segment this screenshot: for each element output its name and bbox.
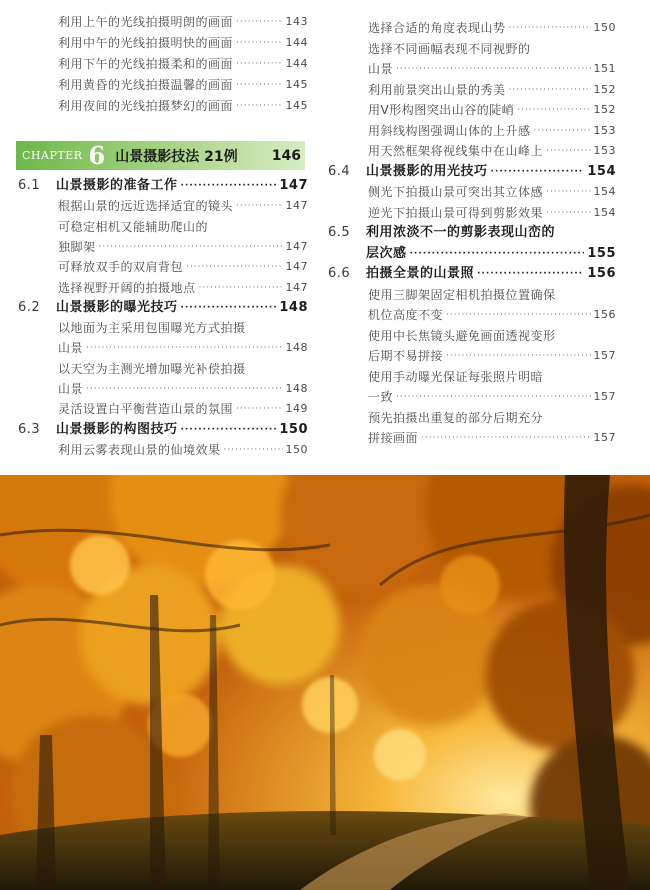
toc-section-entry[interactable] — [328, 244, 616, 264]
entry-title: 以地面为主采用包围曝光方式拍摄 — [58, 321, 246, 336]
page-number: 154 — [593, 205, 616, 219]
entry-title: 灵活设置白平衡营造山景的氛围 — [58, 402, 234, 417]
leader-dots — [236, 196, 282, 216]
leader-dots — [236, 75, 282, 95]
page-number: 157 — [593, 431, 616, 444]
toc-item-entry[interactable] — [328, 141, 616, 161]
entry-title: 山景摄影的准备工作 — [56, 178, 178, 193]
toc-item-entry[interactable] — [328, 80, 616, 100]
leader-dots — [477, 264, 584, 284]
entry-title: 根据山景的远近选择适宜的镜头 — [58, 199, 234, 214]
entry-title: 利用上午的光线拍摄明朗的画面 — [58, 15, 234, 29]
leader-dots — [534, 121, 591, 141]
entry-title: 机位高度不变 — [368, 308, 444, 322]
leader-dots — [546, 141, 590, 161]
entry-title: 用天然框架将视线集中在山峰上 — [368, 144, 544, 158]
page-number: 152 — [593, 103, 616, 116]
page-number: 154 — [593, 185, 616, 198]
entry-title: 使用中长焦镜头避免画面透视变形 — [368, 328, 556, 343]
entry-title: 利用下午的光线拍摄柔和的画面 — [58, 57, 234, 71]
section-number: 6.5 — [328, 225, 351, 240]
entry-title: 山景 — [58, 382, 84, 396]
toc-section-entry[interactable] — [18, 176, 308, 196]
toc-item-entry[interactable] — [18, 379, 308, 399]
toc-item-entry[interactable] — [18, 237, 308, 257]
section-number: 6.1 — [18, 178, 41, 193]
entry-title: 后期不易拼接 — [368, 349, 444, 363]
page-number: 150 — [279, 421, 308, 437]
toc-item-entry[interactable] — [18, 257, 308, 277]
page-number: 147 — [279, 178, 308, 193]
leader-dots — [396, 59, 590, 79]
leader-dots — [86, 338, 282, 358]
toc-item-entry[interactable] — [18, 440, 308, 460]
leader-dots — [509, 80, 591, 100]
toc-item-entry[interactable] — [18, 33, 308, 53]
leader-dots — [410, 244, 585, 264]
toc-item-entry[interactable] — [18, 278, 308, 298]
toc-section-entry[interactable] — [18, 298, 308, 318]
toc-item-entry[interactable] — [328, 285, 616, 305]
toc-section-entry[interactable] — [328, 162, 616, 182]
chapter-label: CHAPTER — [22, 149, 83, 162]
leader-dots — [396, 387, 590, 407]
entry-title: 拼接画面 — [368, 431, 419, 445]
page-number: 144 — [285, 57, 308, 70]
toc-item-entry[interactable] — [328, 346, 616, 366]
page-number: 148 — [279, 299, 308, 315]
toc-item-entry[interactable] — [18, 338, 308, 358]
toc-item-entry[interactable] — [18, 96, 308, 116]
entry-title: 独脚架 — [58, 239, 96, 254]
toc-item-entry[interactable] — [18, 54, 308, 74]
toc-item-entry[interactable] — [328, 305, 616, 325]
page-number: 157 — [593, 349, 616, 362]
leader-dots — [546, 182, 590, 202]
leader-dots — [236, 12, 282, 32]
toc-item-entry[interactable] — [18, 217, 308, 237]
entry-title: 用V形构图突出山谷的陡峭 — [368, 103, 515, 117]
entry-title: 逆光下拍摄山景可得到剪影效果 — [368, 205, 544, 220]
toc-item-entry[interactable] — [18, 12, 308, 32]
page-number: 155 — [587, 245, 616, 261]
page-number: 147 — [285, 280, 308, 294]
entry-title: 利用中午的光线拍摄明快的画面 — [58, 36, 234, 50]
toc-item-entry[interactable] — [328, 326, 616, 346]
page-number: 143 — [285, 15, 308, 28]
toc-item-entry[interactable] — [328, 203, 616, 223]
page-number: 147 — [285, 260, 308, 274]
entry-title: 可稳定相机又能辅助爬山的 — [58, 219, 209, 234]
leader-dots — [236, 399, 282, 419]
toc-item-entry[interactable] — [328, 428, 616, 448]
entry-title: 利用前景突出山景的秀美 — [368, 82, 506, 97]
chapter-title: 山景摄影技法 21例 — [115, 148, 238, 165]
page-number: 147 — [285, 199, 308, 213]
entry-title: 选择不同画幅表现不同视野的 — [368, 41, 531, 56]
entry-title: 山景 — [58, 341, 84, 356]
page-number: 148 — [285, 382, 308, 395]
section-number: 6.4 — [328, 163, 351, 179]
entry-title: 山景摄影的用光技巧 — [366, 163, 488, 179]
toc-item-entry[interactable] — [328, 59, 616, 79]
leader-dots — [546, 203, 590, 223]
leader-dots — [236, 54, 282, 74]
forest-illustration — [0, 475, 650, 890]
toc-item-entry[interactable] — [328, 367, 616, 387]
leader-dots — [421, 428, 590, 448]
entry-title: 利用云雾表现山景的仙境效果 — [58, 442, 221, 457]
leader-dots — [236, 96, 282, 116]
leader-dots — [181, 176, 277, 196]
entry-title: 利用夜间的光线拍摄梦幻的画面 — [58, 99, 234, 113]
section-number: 6.6 — [328, 266, 351, 281]
page-number: 150 — [285, 442, 308, 456]
leader-dots — [224, 440, 283, 460]
entry-title: 可释放双手的双肩背包 — [58, 260, 184, 275]
leader-dots — [181, 420, 277, 440]
page-number: 147 — [285, 239, 308, 253]
section-number: 6.3 — [18, 421, 41, 437]
leader-dots — [509, 18, 591, 38]
entry-title: 层次感 — [366, 245, 407, 261]
page-number: 144 — [285, 36, 308, 49]
page-number: 153 — [593, 144, 616, 157]
toc-section-entry[interactable] — [328, 264, 616, 284]
autumn-tree-tunnel-photo — [0, 475, 650, 890]
entry-title: 山景 — [368, 62, 394, 76]
entry-title: 利用浓淡不一的剪影表现山峦的 — [366, 225, 556, 240]
toc-item-entry[interactable] — [328, 18, 616, 38]
toc-item-entry[interactable] — [328, 121, 616, 141]
toc-item-entry[interactable] — [18, 318, 308, 338]
page-number: 156 — [593, 308, 616, 321]
leader-dots — [517, 100, 590, 120]
entry-title: 利用黄昏的光线拍摄温馨的画面 — [58, 78, 234, 92]
toc-item-entry[interactable] — [328, 100, 616, 120]
section-number: 6.2 — [18, 299, 41, 315]
toc-item-entry[interactable] — [18, 196, 308, 216]
toc-item-entry[interactable] — [328, 39, 616, 59]
toc-item-entry[interactable] — [328, 182, 616, 202]
leader-dots — [236, 33, 282, 53]
leader-dots — [186, 257, 282, 277]
page-number: 148 — [285, 341, 308, 355]
page-number: 156 — [587, 266, 616, 281]
entry-title: 选择合适的角度表现山势 — [368, 21, 506, 35]
page-number: 152 — [593, 82, 616, 96]
entry-title: 用斜线构图强调山体的上升感 — [368, 123, 531, 138]
toc-item-entry[interactable] — [18, 399, 308, 419]
page-number: 154 — [587, 163, 616, 179]
chapter-heading[interactable] — [16, 141, 305, 170]
chapter-number: 6 — [88, 141, 106, 170]
toc-section-entry[interactable] — [328, 223, 616, 243]
entry-title: 拍摄全景的山景照 — [366, 266, 475, 281]
entry-title: 使用手动曝光保证每张照片明暗 — [368, 369, 544, 384]
entry-title: 以天空为主测光增加曝光补偿拍摄 — [58, 361, 246, 376]
page-number: 149 — [285, 402, 308, 416]
page-number: 150 — [593, 21, 616, 34]
entry-title: 使用三脚架固定相机拍摄位置确保 — [368, 287, 556, 302]
entry-title: 一致 — [368, 390, 394, 404]
page-number: 145 — [285, 99, 308, 112]
toc-section-entry[interactable] — [18, 420, 308, 440]
leader-dots — [181, 298, 277, 318]
toc-item-entry[interactable] — [18, 359, 308, 379]
leader-dots — [446, 305, 590, 325]
toc-item-entry[interactable] — [18, 75, 308, 95]
entry-title: 预先拍摄出重复的部分后期充分 — [368, 410, 544, 425]
chapter-page-number: 146 — [271, 147, 301, 164]
leader-dots — [199, 278, 283, 298]
toc-item-entry[interactable] — [328, 408, 616, 428]
toc-item-entry[interactable] — [328, 387, 616, 407]
page-number: 153 — [593, 123, 616, 137]
page-number: 151 — [593, 62, 616, 75]
leader-dots — [491, 162, 585, 182]
entry-title: 山景摄影的构图技巧 — [56, 421, 178, 437]
entry-title: 选择视野开阔的拍摄地点 — [58, 280, 196, 295]
entry-title: 山景摄影的曝光技巧 — [56, 299, 178, 315]
leader-dots — [99, 237, 283, 257]
leader-dots — [446, 346, 590, 366]
leader-dots — [86, 379, 282, 399]
entry-title: 侧光下拍摄山景可突出其立体感 — [368, 185, 544, 199]
page-number: 157 — [593, 390, 616, 403]
page-number: 145 — [285, 78, 308, 91]
